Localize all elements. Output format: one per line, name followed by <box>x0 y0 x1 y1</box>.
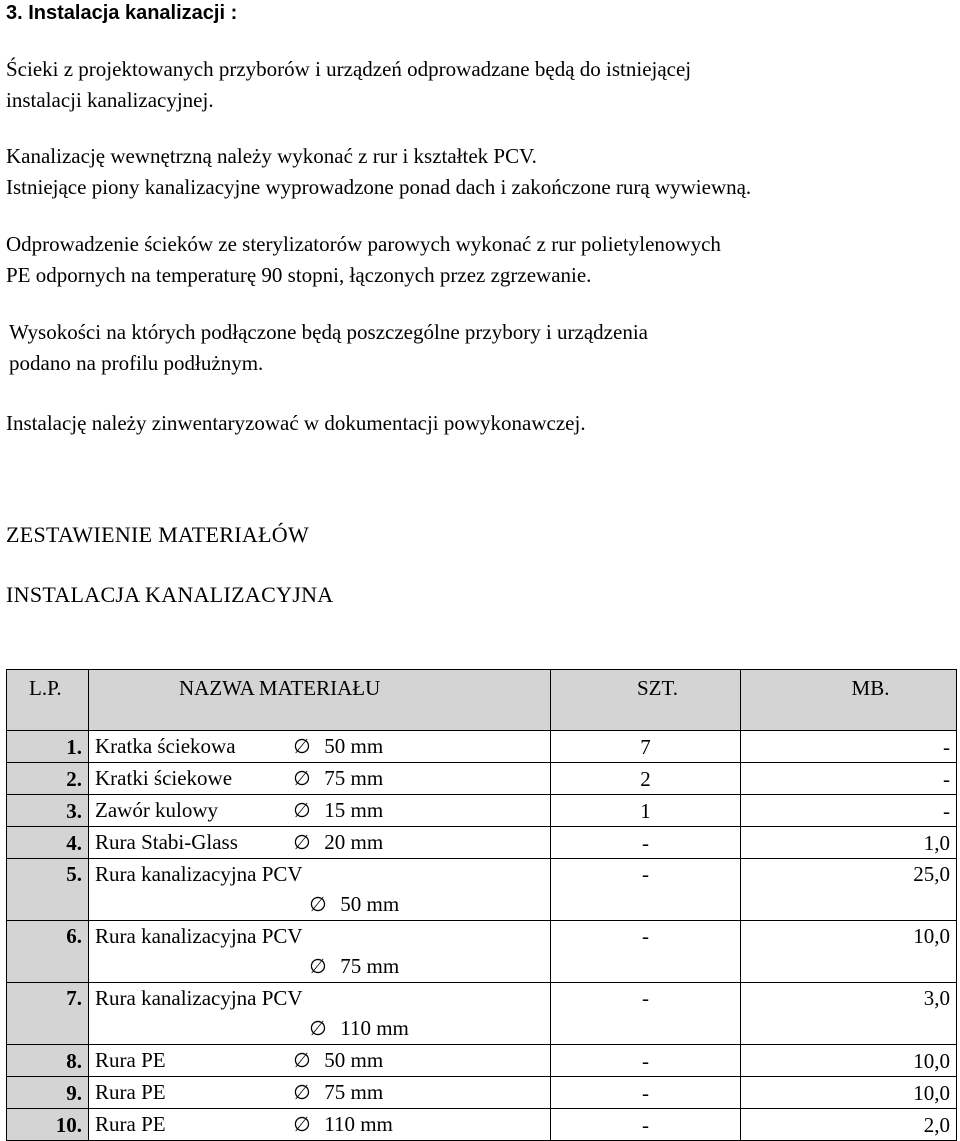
material-name: Kratki ściekowe <box>95 766 233 790</box>
row-szt: 2 <box>551 763 741 795</box>
row-szt: - <box>551 983 741 1045</box>
row-mb: 25,0 <box>741 859 957 921</box>
diameter-icon: ∅ <box>309 894 327 916</box>
paragraph-4 <box>9 317 648 379</box>
material-size: 110 mm <box>324 1112 393 1136</box>
paragraph-1 <box>6 54 691 116</box>
material-name: Rura PE <box>95 1112 166 1136</box>
header-szt: SZT. <box>551 670 741 731</box>
row-number: 7. <box>7 983 89 1045</box>
header-lp: L.P. <box>7 670 89 731</box>
table-row <box>7 1077 957 1109</box>
table-row <box>7 763 957 795</box>
material-name: Rura kanalizacyjna PCV <box>95 986 303 1010</box>
material-size: 75 mm <box>340 954 400 978</box>
row-item <box>89 1077 551 1109</box>
row-szt: 7 <box>551 731 741 763</box>
material-size: 75 mm <box>324 1080 384 1104</box>
materials-subtitle: INSTALACJA KANALIZACYJNA <box>6 582 334 607</box>
row-item <box>89 859 551 921</box>
row-mb: 1,0 <box>741 827 957 859</box>
row-szt: - <box>551 827 741 859</box>
row-number: 9. <box>7 1077 89 1109</box>
paragraph-line: PE odpornych na temperaturę 90 stopni, łączonych przez zgrzewanie. <box>6 263 592 287</box>
row-item-size-line <box>95 1013 544 1044</box>
header-mb: MB. <box>741 670 957 731</box>
row-mb: 10,0 <box>741 1077 957 1109</box>
paragraph-line: podano na profilu podłużnym. <box>9 351 264 375</box>
diameter-icon: ∅ <box>293 736 311 758</box>
row-szt: - <box>551 859 741 921</box>
material-name: Rura Stabi-Glass <box>95 830 238 854</box>
paragraph-line: Ścieki z projektowanych przyborów i urządzeń odprowadzane będą do istniejącej <box>6 57 692 81</box>
row-item <box>89 1045 551 1077</box>
table-row <box>7 1045 957 1077</box>
paragraph-line: Istniejące piony kanalizacyjne wyprowadzone ponad dach i zakończone rurą wywiewną. <box>6 175 752 199</box>
diameter-icon: ∅ <box>293 1082 311 1104</box>
header-name: NAZWA MATERIAŁU <box>89 670 551 731</box>
row-item <box>89 983 551 1045</box>
paragraph-3 <box>6 229 721 291</box>
paragraph-line: Kanalizację wewnętrzną należy wykonać z rur i kształtek PCV. <box>6 144 537 168</box>
diameter-icon: ∅ <box>309 956 327 978</box>
materials-table <box>6 669 957 1141</box>
material-name: Rura PE <box>95 1048 166 1072</box>
row-mb: 10,0 <box>741 921 957 983</box>
material-name: Kratka ściekowa <box>95 734 236 758</box>
row-mb: 10,0 <box>741 1045 957 1077</box>
row-mb: - <box>741 763 957 795</box>
table-row <box>7 921 957 983</box>
row-szt: - <box>551 1077 741 1109</box>
row-item-size-line <box>95 889 544 920</box>
row-number: 8. <box>7 1045 89 1077</box>
paragraph-line: Wysokości na których podłączone będą poszczególne przybory i urządzenia <box>9 320 648 344</box>
table-row <box>7 859 957 921</box>
row-item <box>89 921 551 983</box>
row-szt: - <box>551 1045 741 1077</box>
row-item <box>89 763 551 795</box>
row-number: 6. <box>7 921 89 983</box>
row-number: 10. <box>7 1109 89 1141</box>
paragraph-line: Odprowadzenie ścieków ze sterylizatorów parowych wykonać z rur polietylenowych <box>6 232 721 256</box>
material-name: Zawór kulowy <box>95 798 219 822</box>
material-size: 75 mm <box>324 766 384 790</box>
row-number: 2. <box>7 763 89 795</box>
material-size: 50 mm <box>324 734 384 758</box>
row-mb: - <box>741 795 957 827</box>
paragraph-line: instalacji kanalizacyjnej. <box>6 88 214 112</box>
paragraph-5 <box>6 408 586 439</box>
diameter-icon: ∅ <box>293 832 311 854</box>
row-mb: - <box>741 731 957 763</box>
row-mb: 2,0 <box>741 1109 957 1141</box>
diameter-icon: ∅ <box>293 1050 311 1072</box>
material-name: Rura kanalizacyjna PCV <box>95 862 303 886</box>
table-row <box>7 731 957 763</box>
material-size: 110 mm <box>340 1016 409 1040</box>
row-szt: - <box>551 1109 741 1141</box>
row-item <box>89 795 551 827</box>
row-item <box>89 827 551 859</box>
table-row <box>7 827 957 859</box>
paragraph-2 <box>6 141 751 203</box>
row-mb: 3,0 <box>741 983 957 1045</box>
row-item <box>89 1109 551 1141</box>
row-number: 5. <box>7 859 89 921</box>
materials-title: ZESTAWIENIE MATERIAŁÓW <box>6 522 310 547</box>
row-number: 1. <box>7 731 89 763</box>
table-header-row <box>7 670 957 731</box>
diameter-icon: ∅ <box>293 1114 311 1136</box>
diameter-icon: ∅ <box>293 768 311 790</box>
material-size: 15 mm <box>324 798 384 822</box>
section-heading: 3. Instalacja kanalizacji : <box>6 2 238 24</box>
material-size: 20 mm <box>324 830 384 854</box>
row-number: 4. <box>7 827 89 859</box>
table-row <box>7 1109 957 1141</box>
material-name: Rura kanalizacyjna PCV <box>95 924 303 948</box>
row-number: 3. <box>7 795 89 827</box>
material-name: Rura PE <box>95 1080 166 1104</box>
row-item-size-line <box>95 951 544 982</box>
table-row <box>7 795 957 827</box>
diameter-icon: ∅ <box>293 800 311 822</box>
row-item <box>89 731 551 763</box>
paragraph-line: Instalację należy zinwentaryzować w dokumentacji powykonawczej. <box>6 411 586 435</box>
row-szt: 1 <box>551 795 741 827</box>
row-szt: - <box>551 921 741 983</box>
table-row <box>7 983 957 1045</box>
diameter-icon: ∅ <box>309 1018 327 1040</box>
material-size: 50 mm <box>340 892 400 916</box>
material-size: 50 mm <box>324 1048 384 1072</box>
